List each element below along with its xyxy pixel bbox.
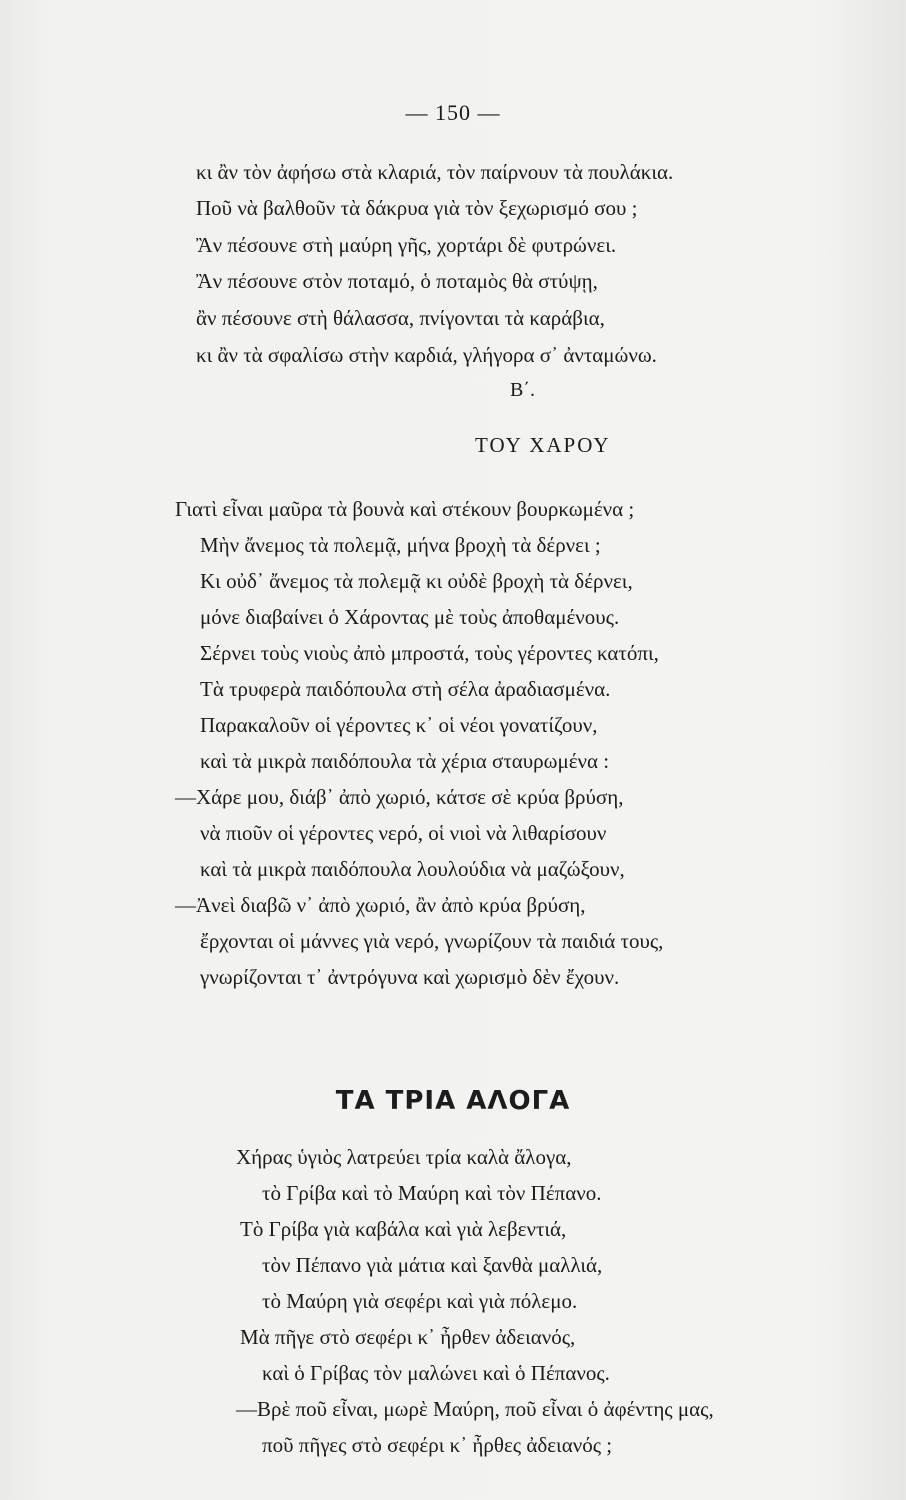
- poem2-line: μόνε διαβαίνει ὁ Χάροντας μὲ τοὺς ἀποθαμένους.: [200, 605, 620, 629]
- poem3-line: Τὸ Γρίβα γιὰ καβάλα καὶ γιὰ λεβεντιά,: [240, 1217, 567, 1241]
- poem2-line: γνωρίζονται τ᾿ ἀντρόγυνα καὶ χωρισμὸ δὲν ἔχουν.: [200, 965, 620, 989]
- poem-heading: ΤΑ ΤΡΙΑ ΑΛΟΓΑ: [335, 1086, 571, 1116]
- poem2-line: —Χάρε μου, διάβ᾿ ἀπὸ χωριό, κάτσε σὲ κρύα βρύση,: [175, 785, 624, 809]
- poem1-line: ἂν πέσουνε στὴ θάλασσα, πνίγονται τὰ καράβια,: [196, 306, 605, 330]
- poem2-line: Κι οὐδ᾿ ἄνεμος τὰ πολεμᾷ κι οὐδὲ βροχὴ τὰ δέρνει,: [200, 569, 633, 593]
- poem2-line: —Ἀνεὶ διαβῶ ν᾿ ἀπὸ χωριό, ἂν ἀπὸ κρύα βρύση,: [175, 893, 586, 917]
- poem2-line: Μὴν ἄνεμος τὰ πολεμᾷ, μήνα βροχὴ τὰ δέρνει ;: [200, 533, 601, 557]
- poem1-line: κι ἂν τὸν ἀφήσω στὰ κλαριά, τὸν παίρνουν τὰ πουλάκια.: [196, 160, 674, 184]
- poem1-line: Ἂν πέσουνε στὴ μαύρη γῆς, χορτάρι δὲ φυτρώνει.: [196, 233, 617, 257]
- poem2-line: νὰ πιοῦν οἱ γέροντες νερό, οἱ νιοὶ νὰ λιθαρίσουν: [200, 821, 607, 845]
- page-number: — 150 —: [405, 100, 501, 125]
- poem2-line: Γιατὶ εἶναι μαῦρα τὰ βουνὰ καὶ στέκουν βουρκωμένα ;: [175, 497, 635, 521]
- poem2-line: Παρακαλοῦν οἱ γέροντες κ᾿ οἱ νέοι γονατίζουν,: [200, 713, 598, 737]
- poem3-line: τὸ Γρίβα καὶ τὸ Μαύρη καὶ τὸν Πέπανο.: [262, 1181, 602, 1205]
- poem3-line: τὸ Μαύρη γιὰ σεφέρι καὶ γιὰ πόλεμο.: [262, 1289, 578, 1313]
- poem1-line: Ἂν πέσουνε στὸν ποταμό, ὁ ποταμὸς θὰ στύψῃ,: [196, 269, 598, 293]
- section-number: Β΄.: [510, 379, 535, 401]
- section-title: ΤΟΥ ΧΑΡΟΥ: [475, 433, 611, 457]
- poem2-line: Σέρνει τοὺς νιοὺς ἀπὸ μπροστά, τοὺς γέροντες κατόπι,: [200, 641, 659, 665]
- poem2-line: Τὰ τρυφερὰ παιδόπουλα στὴ σέλα ἀραδιασμένα.: [200, 677, 611, 701]
- poem1-line: κι ἂν τὰ σφαλίσω στὴν καρδιά, γλήγορα σ᾿ ἀνταμώνω.: [196, 343, 657, 367]
- poem3-line: τὸν Πέπανο γιὰ μάτια καὶ ξανθὰ μαλλιά,: [262, 1253, 603, 1277]
- poem1-line: Ποῦ νὰ βαλθοῦν τὰ δάκρυα γιὰ τὸν ξεχωρισμό σου ;: [196, 196, 638, 220]
- poem3-line: ποῦ πῆγες στὸ σεφέρι κ᾿ ἦρθες ἀδειανός ;: [262, 1433, 613, 1457]
- poem3-line: Χήρας ὑγιὸς λατρεύει τρία καλὰ ἄλογα,: [236, 1145, 572, 1169]
- poem2-line: καὶ τὰ μικρὰ παιδόπουλα λουλούδια νὰ μαζώξουν,: [200, 857, 625, 881]
- poem2-line: ἔρχονται οἱ μάννες γιὰ νερό, γνωρίζουν τὰ παιδιά τους,: [200, 929, 664, 953]
- poem3-line: καὶ ὁ Γρίβας τὸν μαλώνει καὶ ὁ Πέπανος.: [262, 1361, 610, 1385]
- poem3-line: Μὰ πῆγε στὸ σεφέρι κ᾿ ἦρθεν ἀδειανός,: [240, 1325, 576, 1349]
- poem2-line: καὶ τὰ μικρὰ παιδόπουλα τὰ χέρια σταυρωμένα :: [200, 749, 610, 773]
- poem3-line: —Βρὲ ποῦ εἶναι, μωρὲ Μαύρη, ποῦ εἶναι ὁ ἀφέντης μας,: [236, 1397, 714, 1421]
